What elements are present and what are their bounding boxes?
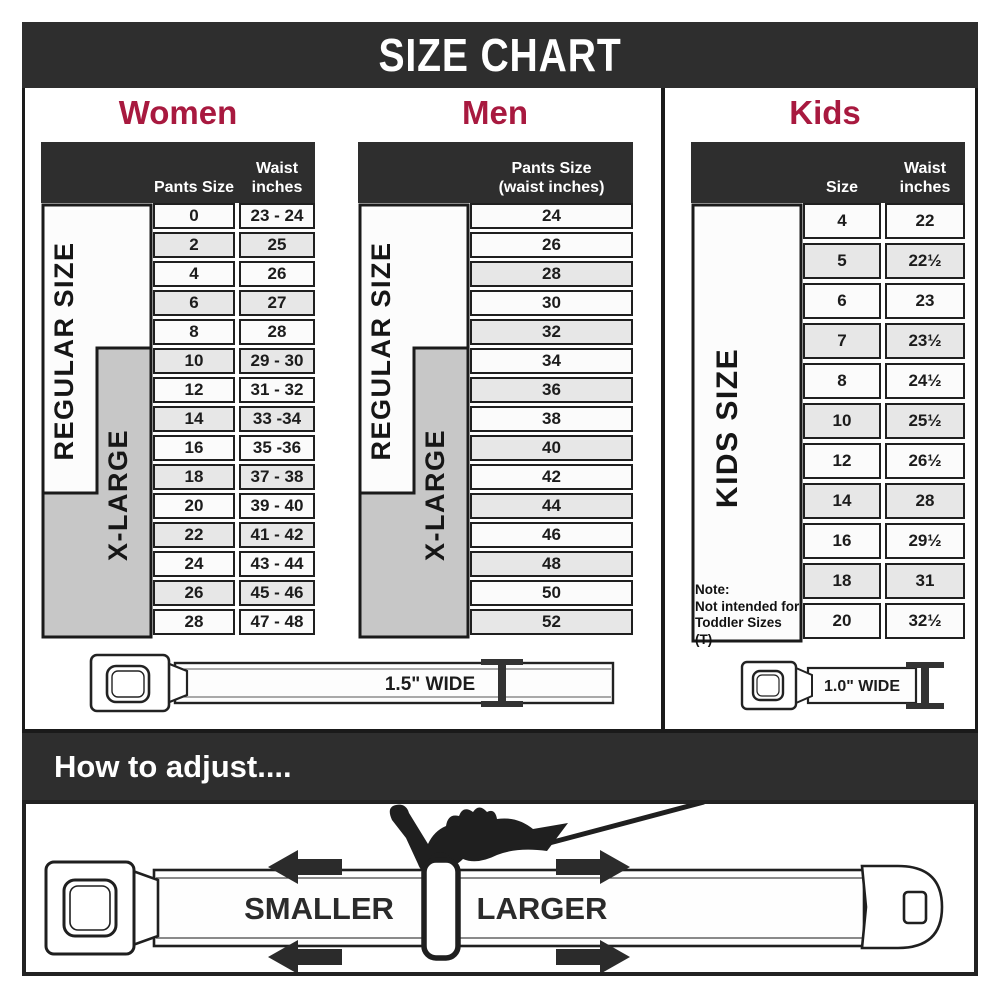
- pants-size-cell: 52: [470, 609, 633, 635]
- pants-size-cell: 2: [153, 232, 235, 258]
- pants-size-cell: 48: [470, 551, 633, 577]
- title-bar: [22, 22, 978, 88]
- pants-size-cell: 24: [153, 551, 235, 577]
- women-xlarge-label: X-LARGE: [103, 429, 133, 561]
- women-table-row: [153, 290, 315, 316]
- men-pants-size-header: [470, 160, 633, 197]
- men-table-row: [470, 464, 633, 490]
- pants-size-cell: 8: [153, 319, 235, 345]
- men-table-row: [470, 232, 633, 258]
- adult-belt-illustration: [85, 651, 620, 715]
- waist-inches-cell: 25: [239, 232, 315, 258]
- kids-size-cell: 20: [803, 603, 881, 639]
- women-table-row: [153, 609, 315, 635]
- pants-size-cell: 10: [153, 348, 235, 374]
- belt-adjustment-illustration: [26, 804, 974, 972]
- women-table-header: [41, 142, 315, 203]
- kids-size-cell: 14: [803, 483, 881, 519]
- pants-size-cell: 20: [153, 493, 235, 519]
- waist-inches-cell: 23 - 24: [239, 203, 315, 229]
- kids-note: [695, 582, 801, 649]
- pants-size-cell: 28: [153, 609, 235, 635]
- women-table-row: [153, 319, 315, 345]
- kids-table-row: [803, 483, 965, 519]
- men-table-row: [470, 406, 633, 432]
- waist-inches-cell: 33 -34: [239, 406, 315, 432]
- men-table-row: [470, 290, 633, 316]
- pants-size-cell: 18: [153, 464, 235, 490]
- men-table-body: [470, 203, 633, 635]
- women-table-row: [153, 522, 315, 548]
- how-to-adjust-heading: How to adjust....: [54, 748, 292, 784]
- men-size-table: [358, 142, 633, 642]
- pants-size-cell: 0: [153, 203, 235, 229]
- main-panel: [22, 88, 978, 733]
- pants-size-cell: 26: [153, 580, 235, 606]
- women-table-row: [153, 406, 315, 432]
- women-table-row: [153, 261, 315, 287]
- women-table-row: [153, 377, 315, 403]
- hand-illustration: [390, 805, 568, 872]
- kids-size-cell: 5: [803, 243, 881, 279]
- pants-size-cell: 34: [470, 348, 633, 374]
- women-size-table: [41, 142, 315, 642]
- men-table-row: [470, 435, 633, 461]
- kids-table-row: [803, 243, 965, 279]
- pants-size-cell: 6: [153, 290, 235, 316]
- kids-note-title: Note:: [695, 582, 730, 597]
- men-table-row: [470, 609, 633, 635]
- men-table-row: [470, 493, 633, 519]
- pants-size-cell: 14: [153, 406, 235, 432]
- women-table-row: [153, 203, 315, 229]
- kids-size-cell: 6: [803, 283, 881, 319]
- pants-size-cell: 16: [153, 435, 235, 461]
- kids-size-header: Size: [825, 178, 858, 196]
- pants-size-cell: 42: [470, 464, 633, 490]
- men-table-row: [470, 551, 633, 577]
- kids-table-row: [803, 603, 965, 639]
- waist-inches-cell: 41 - 42: [239, 522, 315, 548]
- kids-table-row: [803, 323, 965, 359]
- smaller-label: SMALLER: [244, 891, 394, 926]
- page-title: SIZE CHART: [378, 29, 622, 81]
- pants-size-cell: 36: [470, 377, 633, 403]
- women-heading: Women: [118, 94, 238, 131]
- kids-waist-cell: 29½: [885, 523, 965, 559]
- women-pants-size-header: Pants Size: [153, 178, 235, 196]
- pants-size-cell: 50: [470, 580, 633, 606]
- pants-size-cell: 28: [470, 261, 633, 287]
- women-size-region-graphic: [41, 203, 153, 639]
- pants-size-cell: 26: [470, 232, 633, 258]
- how-to-adjust-bar: [22, 733, 978, 800]
- women-table-row: [153, 551, 315, 577]
- kids-waist-cell: 23½: [885, 323, 965, 359]
- adult-belt-width-label: 1.5" WIDE: [384, 674, 476, 695]
- kids-size-cell: 18: [803, 563, 881, 599]
- pants-size-cell: 38: [470, 406, 633, 432]
- kids-size-cell: 12: [803, 443, 881, 479]
- men-regular-size-label: REGULAR SIZE: [366, 241, 396, 461]
- kids-waist-cell: 28: [885, 483, 965, 519]
- waist-inches-cell: 35 -36: [239, 435, 315, 461]
- men-header-line2: (waist inches): [498, 178, 605, 196]
- men-heading: Men: [462, 94, 528, 131]
- kids-table-row: [803, 283, 965, 319]
- women-regular-size-label: REGULAR SIZE: [49, 241, 79, 461]
- pants-size-cell: 40: [470, 435, 633, 461]
- kids-waist-cell: 22½: [885, 243, 965, 279]
- pants-size-cell: 32: [470, 319, 633, 345]
- men-table-row: [470, 580, 633, 606]
- kids-note-line2: Toddler Sizes (T): [695, 615, 782, 648]
- kids-size-cell: 8: [803, 363, 881, 399]
- kids-note-line1: Not intended for: [695, 598, 800, 614]
- women-table-row: [153, 435, 315, 461]
- men-table-row: [470, 203, 633, 229]
- men-header-line1: Pants Size: [511, 160, 592, 178]
- women-table-row: [153, 348, 315, 374]
- kids-belt-illustration: [738, 658, 950, 713]
- panel-divider: [661, 88, 665, 729]
- larger-label: LARGER: [476, 891, 608, 926]
- waist-inches-cell: 37 - 38: [239, 464, 315, 490]
- kids-table-row: [803, 403, 965, 439]
- waist-inches-cell: 28: [239, 319, 315, 345]
- kids-belt-width-label: 1.0" WIDE: [823, 678, 901, 695]
- waist-inches-cell: 29 - 30: [239, 348, 315, 374]
- kids-size-label: KIDS SIZE: [711, 347, 744, 509]
- kids-table-row: [803, 203, 965, 239]
- women-table-row: [153, 464, 315, 490]
- pants-size-cell: 46: [470, 522, 633, 548]
- belt-slider: [424, 860, 458, 958]
- waist-inches-cell: 39 - 40: [239, 493, 315, 519]
- waist-inches-cell: 31 - 32: [239, 377, 315, 403]
- men-table-row: [470, 348, 633, 374]
- men-size-region-graphic: [358, 203, 470, 639]
- pants-size-cell: 12: [153, 377, 235, 403]
- pants-size-cell: 44: [470, 493, 633, 519]
- women-table-body: [153, 203, 315, 635]
- waist-inches-cell: 26: [239, 261, 315, 287]
- belt-tongue: [862, 866, 942, 948]
- kids-waist-cell: 22: [885, 203, 965, 239]
- kids-waist-cell: 24½: [885, 363, 965, 399]
- waist-inches-cell: 27: [239, 290, 315, 316]
- kids-table-row: [803, 523, 965, 559]
- women-table-row: [153, 580, 315, 606]
- kids-waist-cell: 25½: [885, 403, 965, 439]
- men-xlarge-label: X-LARGE: [420, 429, 450, 561]
- kids-size-cell: 4: [803, 203, 881, 239]
- men-table-row: [470, 522, 633, 548]
- kids-waist-cell: 32½: [885, 603, 965, 639]
- men-table-header: [358, 142, 633, 203]
- pants-size-cell: 24: [470, 203, 633, 229]
- adjustment-panel: [22, 800, 978, 976]
- men-table-row: [470, 377, 633, 403]
- kids-size-cell: 16: [803, 523, 881, 559]
- kids-table-header: [691, 142, 965, 203]
- kids-waist-header: Waist inches: [899, 160, 951, 196]
- buckle-latch: [796, 668, 812, 703]
- kids-size-table: [691, 142, 965, 647]
- kids-size-region-graphic: [691, 203, 803, 643]
- waist-inches-cell: 47 - 48: [239, 609, 315, 635]
- kids-size-cell: 7: [803, 323, 881, 359]
- men-table-row: [470, 261, 633, 287]
- kids-table-row: [803, 363, 965, 399]
- kids-heading: Kids: [789, 94, 861, 131]
- men-table-row: [470, 319, 633, 345]
- kids-waist-cell: 31: [885, 563, 965, 599]
- kids-size-region: [693, 205, 801, 641]
- pants-size-cell: 30: [470, 290, 633, 316]
- kids-size-cell: 10: [803, 403, 881, 439]
- kids-table-body: [803, 203, 965, 639]
- waist-inches-cell: 45 - 46: [239, 580, 315, 606]
- waist-inches-cell: 43 - 44: [239, 551, 315, 577]
- kids-waist-cell: 26½: [885, 443, 965, 479]
- women-waist-header: Waist inches: [251, 160, 303, 196]
- pants-size-cell: 4: [153, 261, 235, 287]
- women-table-row: [153, 232, 315, 258]
- pants-size-cell: 22: [153, 522, 235, 548]
- women-table-row: [153, 493, 315, 519]
- kids-table-row: [803, 563, 965, 599]
- kids-table-row: [803, 443, 965, 479]
- kids-waist-cell: 23: [885, 283, 965, 319]
